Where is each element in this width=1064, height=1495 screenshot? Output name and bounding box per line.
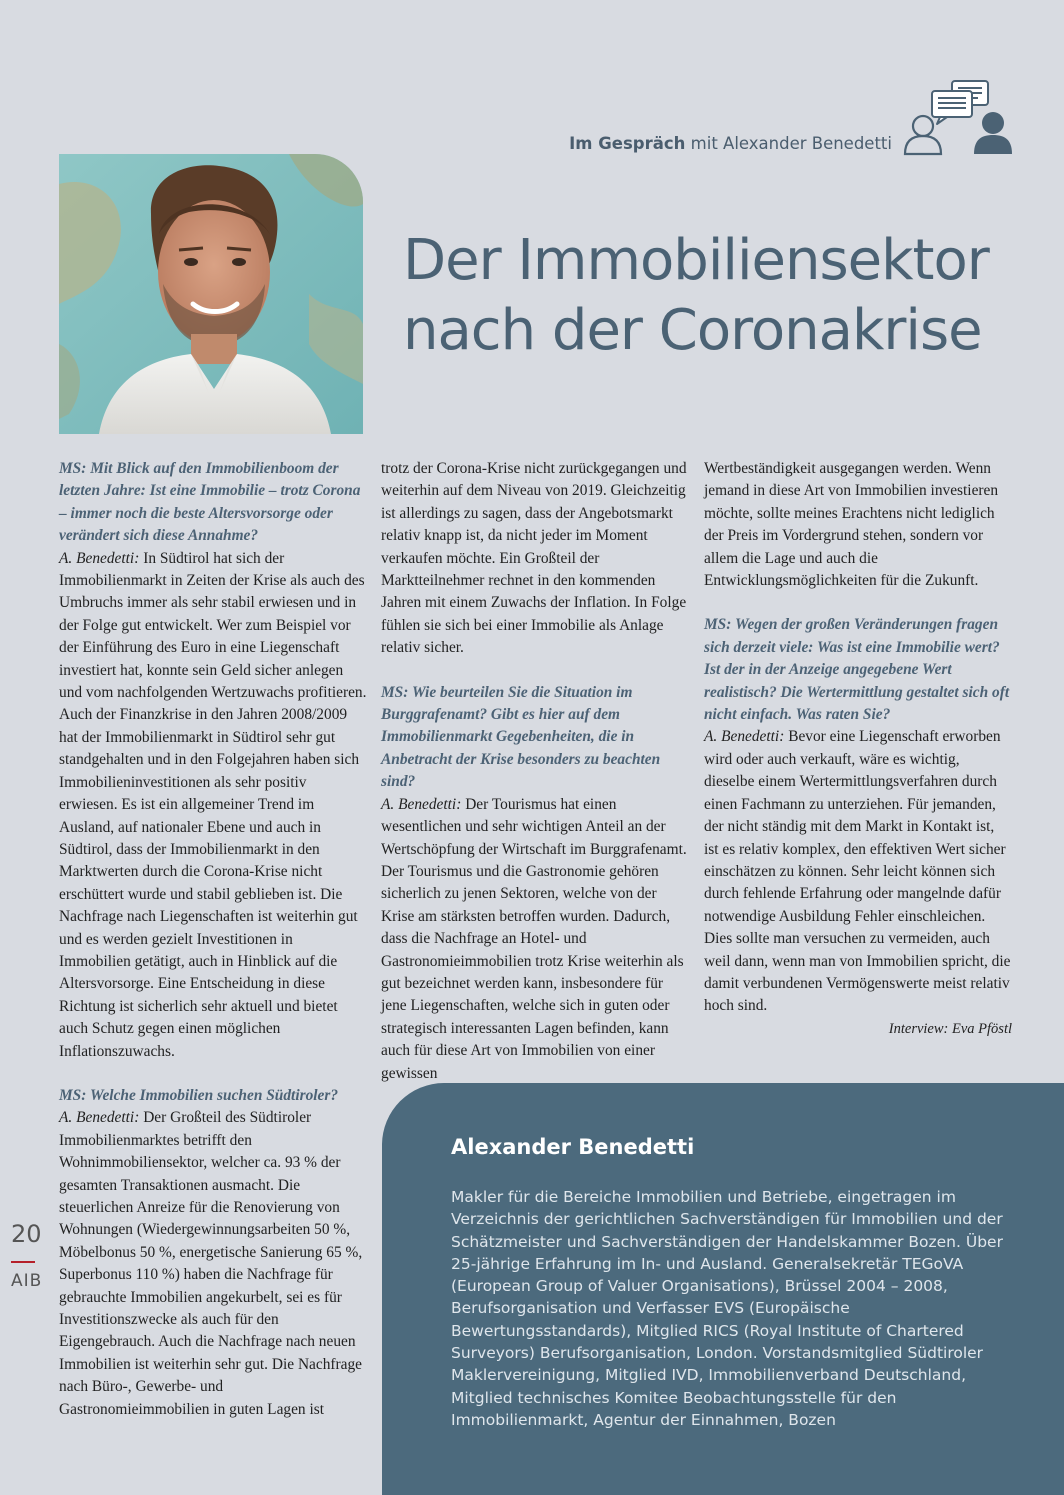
answer-text: Der Großteil des Südtiroler Immobilienmarktes betrifft den Wohnimmobiliensektor, welcher ca. 93 % der gesamten Transaktionen ausmacht. Die steuerlichen Anreize für die Renovierung von Wohnungen (Wiedergewinnungsarbeiten 50 %, Möbelbonus 50 %, energetische Sanierung 65 %, Superbonus 110 %) haben die Nachfrage für gebrauchte Immobilien angekurbelt, sei es für Investitionszwecke als auch für den Eigengebrauch. Auch die Nachfrage nach neuen Immobilien ist weiterhin sehr gut. Die Nachfrage nach Büro-, Gewerbe- und Gastronomieimmobilien in guten Lagen ist xyxy=(59,1109,363,1418)
answer-text: Der Tourismus hat einen wesentlichen und sehr wichtigen Anteil an der Wertschöpfung der Wirtschaft im Burggrafenamt. Der Tourismus und die Gastronomie gehören sicherlich zu jenen Sektoren, welche von der Krise am stärksten betroffen wurden. Dadurch, dass die Nachfrage an Hotel- und Gastronomieimmobilien trotz Krise weiterhin als gut bezeichnet werden kann, insbesondere für jene Liegenschaften, welche sich in guten oder strategisch interessanten Lagen befinden, kann auch für diese Art von Immobilien von einer gewissen xyxy=(381,795,687,1082)
question: MS: Wie beurteilen Sie die Situation im Burggrafenamt? Gibt es hier auf dem Immobilienmarkt Gegebenheiten, die in Anbetracht der Krise besonders zu beachten sind? xyxy=(381,683,661,791)
publication-logo: AIB xyxy=(11,1271,43,1291)
speaker: A. Benedetti: xyxy=(59,549,140,567)
answer xyxy=(704,726,1012,1017)
portrait-photo xyxy=(59,154,363,434)
text-column-1 xyxy=(59,458,367,1421)
page-divider xyxy=(11,1261,35,1263)
answer-continued: trotz der Corona-Krise nicht zurückgegangen und weiterhin auf dem Niveau von 2019. Gleichzeitig ist allerdings zu sagen, dass der Angebotsmarkt relativ knapp ist, da nicht jeder im Moment verkaufen möchte. Ein Großteil der Marktteilnehmer rechnet in den kommenden Jahren mit einem Zuwachs der Inflation. In Folge fühlen sie sich bei einer Immobilie als Anlage relativ sicher. xyxy=(381,460,687,657)
answer xyxy=(59,1107,367,1421)
speaker: A. Benedetti: xyxy=(381,795,462,813)
article-title xyxy=(403,226,1043,366)
section-label-rest: mit Alexander Benedetti xyxy=(685,134,892,153)
answer-continued: Wertbeständigkeit ausgegangen werden. Wenn jemand in diese Art von Immobilien investieren möchte, sollte meines Erachtens nicht lediglich der Preis im Vordergrund stehen, sondern vor allem die Lage und auch die Entwicklungsmöglichkeiten für die Zukunft. xyxy=(704,460,999,590)
answer-text: Bevor eine Liegenschaft erworben wird oder auch verkauft, wäre es wichtig, dieselbe einem Wertermittlungsverfahren durch einen Fachmann zu unterziehen. Für jemanden, der nicht ständig mit dem Markt in Kontakt ist, ist es relativ komplex, den effektiven Wert sicher einschätzen zu können. Sehr leicht können sich durch fehlende Erfahrung oder mangelnde dafür notwendige Ausbildung Fehler einschleichen. Dies sollte man versuchen zu vermeiden, auch weil dann, wenn man von Immobilien spricht, die damit verbundenen Vermögenswerte meist relativ hoch sind. xyxy=(704,728,1011,1015)
answer xyxy=(381,794,689,1085)
section-label xyxy=(569,134,892,153)
title-line-2: nach der Coronakrise xyxy=(403,298,982,363)
title-line-1: Der Immobiliensektor xyxy=(403,228,989,293)
conversation-icon xyxy=(900,78,1016,160)
question: MS: Wegen der großen Veränderungen fragen sich derzeit viele: Was ist eine Immobilie wert? Ist der in der Anzeige angegebene Wert realistisch? Die Wertermittlung gestaltet sich oft nicht einfach. Was raten Sie? xyxy=(704,616,1010,724)
section-label-bold: Im Gespräch xyxy=(569,134,686,153)
question: MS: Mit Blick auf den Immobilienboom der letzten Jahre: Ist eine Immobilie – trotz Corona – immer noch die beste Altersvorsorge oder verändert sich diese Annahme? xyxy=(59,460,361,545)
bio-name: Alexander Benedetti xyxy=(451,1135,695,1159)
page-number: 20 xyxy=(11,1220,42,1248)
bio-text: Makler für die Bereiche Immobilien und Betriebe, eingetragen im Verzeichnis der gerichtlichen Sachverständigen für Immobilien und der Schätzmeister und Sachverständigen der Handelskammer Bozen. Über 25-jährige Erfahrung im In- und Ausland. Generalsekretär TEGoVA (European Group of Valuer Organisations), Brüssel 2004 – 2008, Berufsorganisation und Verfasser EVS (Europäische Bewertungsstandards), Mitglied RICS (Royal Institute of Chartered Surveyors) Berufsorganisation, London. Vorstandsmitglied Südtiroler Maklervereinigung, Mitglied IVD, Immobilienverband Deutschland, Mitglied technisches Komitee Beobachtungsstelle für den Immobilienmarkt, Agentur der Einnahmen, Bozen xyxy=(451,1188,1003,1429)
text-column-2 xyxy=(381,458,689,1085)
text-column-3 xyxy=(704,458,1012,1040)
question: MS: Welche Immobilien suchen Südtiroler? xyxy=(59,1086,339,1104)
bio-box xyxy=(382,1083,1064,1495)
interview-credit: Interview: Eva Pföstl xyxy=(888,1020,1012,1037)
speaker: A. Benedetti: xyxy=(59,1109,140,1127)
speaker: A. Benedetti: xyxy=(704,728,785,746)
answer-text: In Südtirol hat sich der Immobilienmarkt in Zeiten der Krise als auch des Umbruchs immer als sehr stabil erwiesen und in der Folge gut entwickelt. Wer zum Beispiel vor der Einführung des Euro in eine Liegenschaft investiert hat, konnte sein Geld sicher anlegen und vom nachfolgenden Wertzuwachs profitieren. Auch der Finanzkrise in den Jahren 2008/2009 hat der Immobilienmarkt in Südtirol sehr gut standgehalten und in den Folgejahren haben sich Immobilieninvestitionen als sehr positiv erwiesen. Es ist ein allgemeiner Trend im Ausland, auf nationaler Ebene und auch in Südtirol, dass der Immobilienmarkt in den Marktwerten durch die Corona-Krise nicht erschüttert wurde und stabil geblieben ist. Die Nachfrage nach Liegenschaften ist weiterhin gut und es werden gezielt Investitionen in Immobilien getätigt, auch in Hinblick auf die Altersvorsorge. Eine Entscheidung in diese Richtung ist sicherlich sehr aktuell und bietet auch Schutz gegen einen möglichen Inflationszuwachs. xyxy=(59,549,367,1060)
answer xyxy=(59,548,367,1063)
